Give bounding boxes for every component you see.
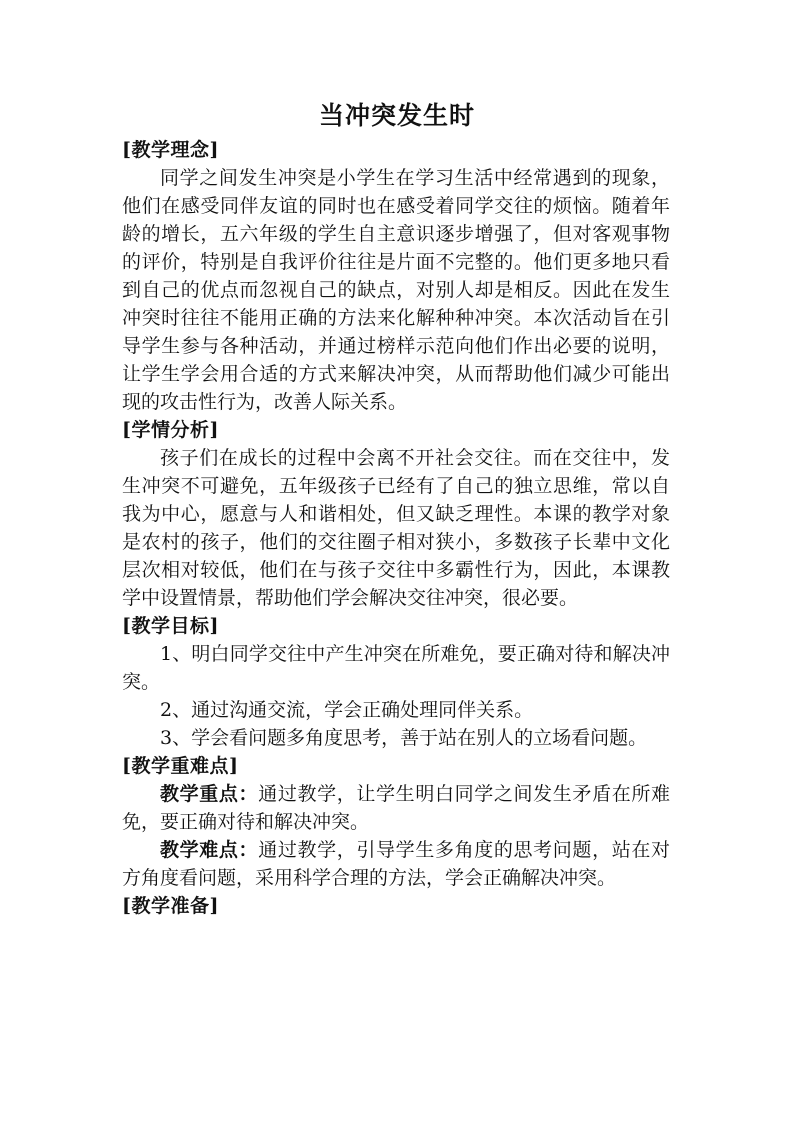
key-point-text: 通过教学，让学生明白同学之间发生矛盾在所难免，要正确对待和解决冲突。 bbox=[122, 783, 670, 833]
document-body bbox=[122, 136, 670, 920]
difficult-point-paragraph bbox=[122, 836, 670, 892]
document-title: 当冲突发生时 bbox=[318, 101, 475, 130]
paragraph: 同学之间发生冲突是小学生在学习生活中经常遇到的现象，他们在感受同伴友谊的同时也在感受着同学交往的烦恼。随着年龄的增长，五六年级的学生自主意识逐步增强了，但对客观事物的评价，特别是自我评价往往是片面不完整的。他们更多地只看到自己的优点而忽视自己的缺点，对别人却是相反。因此在发生冲突时往往不能用正确的方法来化解种种冲突。本次活动旨在引导学生参与各种活动，并通过榜样示范向他们作出必要的说明，让学生学会用合适的方式来解决冲突，从而帮助他们减少可能出现的攻击性行为，改善人际关系。 bbox=[122, 167, 670, 413]
section-heading: [教学准备] bbox=[122, 895, 219, 917]
key-point-label: 教学重点： bbox=[160, 783, 259, 805]
section-teaching-objectives bbox=[122, 612, 670, 752]
section-teaching-philosophy bbox=[122, 136, 670, 416]
paragraph: 孩子们在成长的过程中会离不开社会交往。而在交往中，发生冲突不可避免，五年级孩子已经有了自己的独立思维，常以自我为中心，愿意与人和谐相处，但又缺乏理性。本课的教学对象是农村的孩子，他们的交往圈子相对狭小，多数孩子长辈中文化层次相对较低，他们在与孩子交往中多霸性行为，因此，本课教学中设置情景，帮助他们学会解决交往冲突，很必要。 bbox=[122, 447, 670, 609]
section-heading: [教学重难点] bbox=[122, 755, 239, 777]
section-heading: [教学理念] bbox=[122, 139, 219, 161]
key-point-paragraph bbox=[122, 780, 670, 836]
difficult-point-label: 教学难点： bbox=[160, 839, 259, 861]
section-key-difficult-points bbox=[122, 752, 670, 892]
objective-item: 3、学会看问题多角度思考，善于站在别人的立场看问题。 bbox=[160, 727, 648, 749]
difficult-point-text: 通过教学，引导学生多角度的思考问题，站在对方角度看问题，采用科学合理的方法，学会正确解决冲突。 bbox=[122, 839, 670, 889]
section-teaching-preparation bbox=[122, 892, 670, 920]
section-learner-analysis bbox=[122, 416, 670, 612]
section-heading: [教学目标] bbox=[122, 615, 219, 637]
objective-item: 1、明白同学交往中产生冲突在所难免，要正确对待和解决冲突。 bbox=[122, 643, 670, 693]
section-heading: [学情分析] bbox=[122, 419, 219, 441]
objective-item: 2、通过沟通交流，学会正确处理同伴关系。 bbox=[160, 699, 534, 721]
